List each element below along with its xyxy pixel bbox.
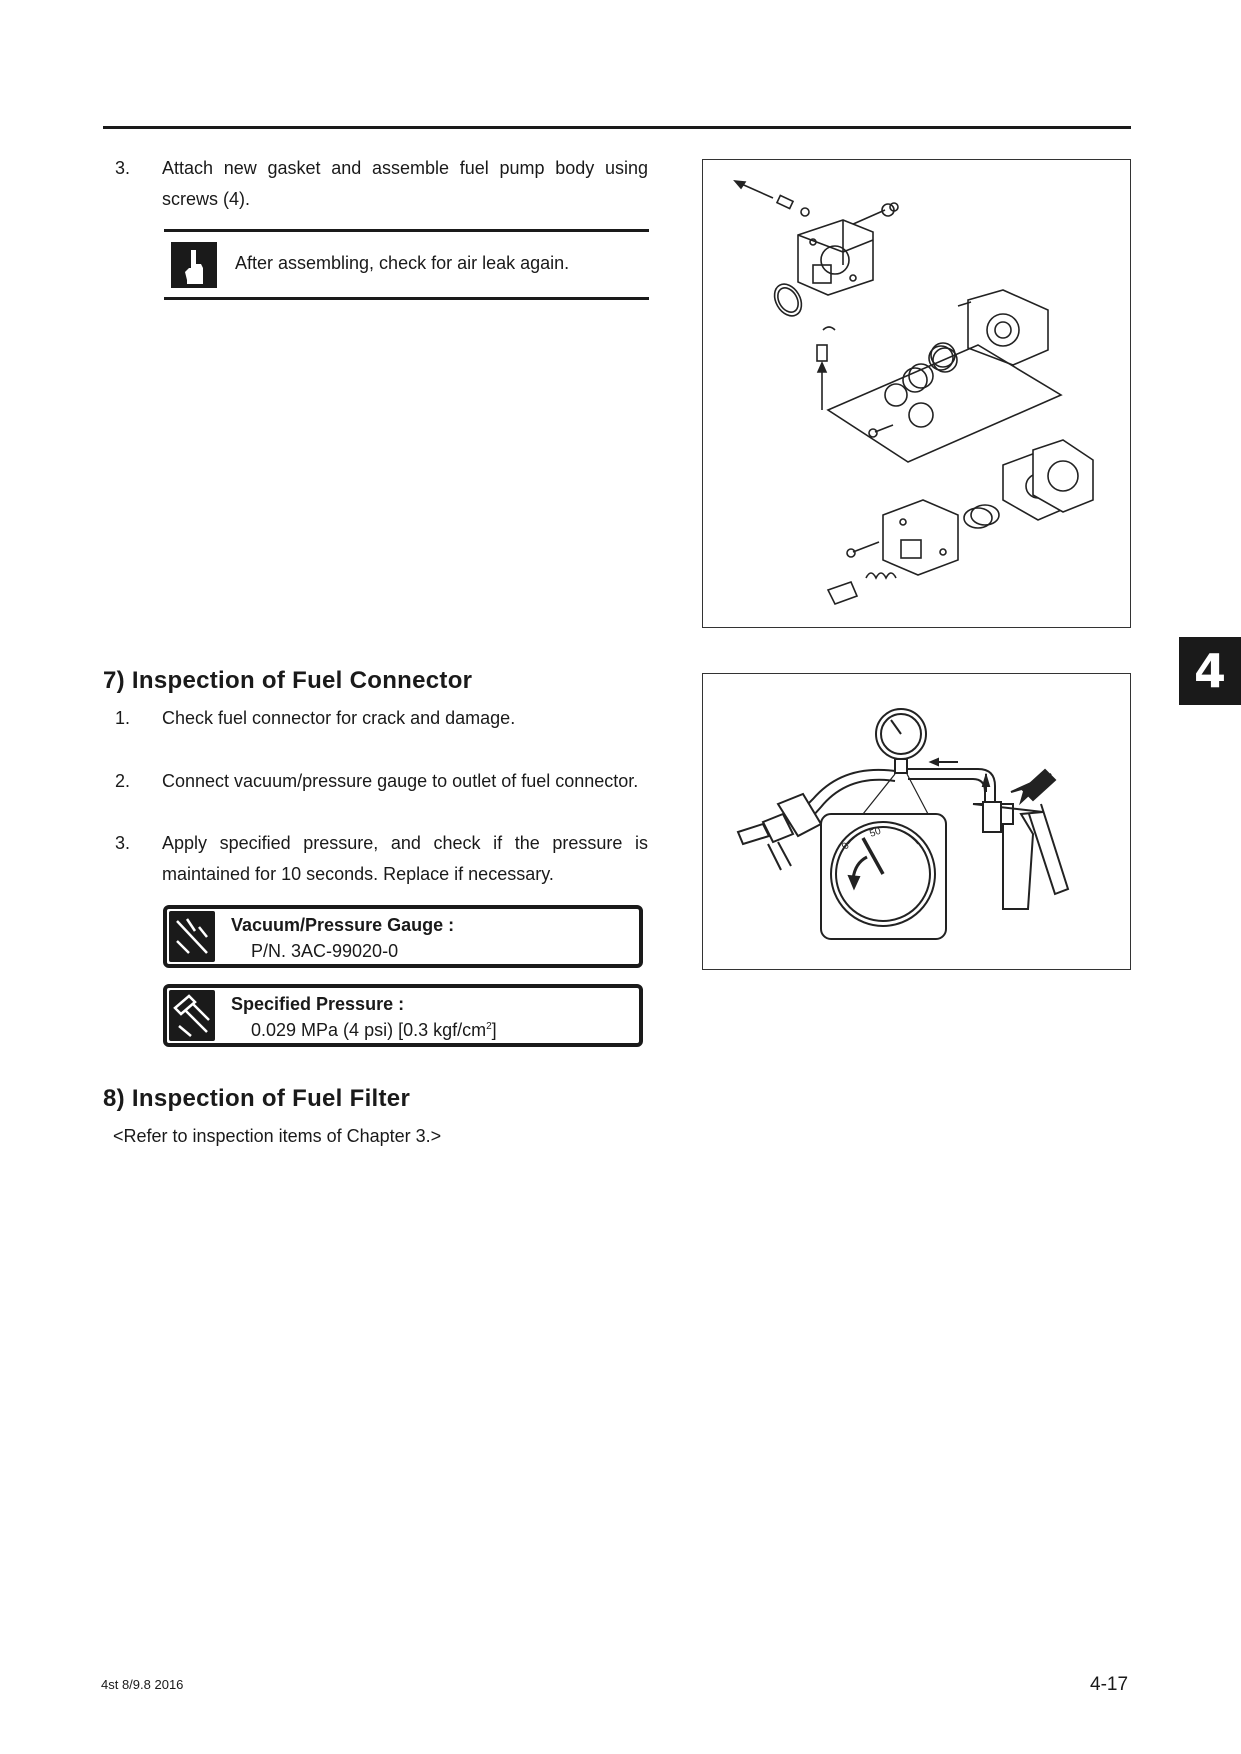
step-text: Attach new gasket and assemble fuel pump body using screws (4). [162, 158, 648, 209]
chapter-tab: 4 [1179, 637, 1241, 705]
step-item [115, 766, 655, 797]
fuel-pump-exploded-figure [702, 159, 1131, 628]
section-text: <Refer to inspection items of Chapter 3.> [113, 1126, 442, 1146]
step-number: 3. [115, 158, 131, 178]
caliper-spec-icon [169, 990, 215, 1041]
page-number: 4-17 [1090, 1674, 1129, 1695]
footer-model: 4st 8/9.8 2016 [101, 1677, 184, 1692]
section-heading: 8) Inspection of Fuel Filter [103, 1085, 411, 1112]
step-text: Check fuel connector for crack and damage. [162, 708, 516, 728]
step-number: 2. [115, 771, 131, 791]
top-rule [103, 126, 1131, 129]
pressure-gauge-figure [702, 673, 1131, 970]
tool-spec-box [163, 905, 643, 968]
tool-value: P/N. 3AC-99020-0 [251, 941, 399, 961]
pressure-title: Specified Pressure : [231, 994, 405, 1014]
dial-label-0: 0 [839, 840, 852, 852]
step-item [115, 828, 655, 890]
pressure-spec-box [163, 984, 643, 1047]
step-text: Apply specified pressure, and check if the pressure is maintained for 10 seconds. Replace if necessary. [162, 833, 648, 884]
note-text: After assembling, check for air leak again. [235, 253, 570, 273]
gauge-tool-icon [169, 911, 215, 962]
section-heading: 7) Inspection of Fuel Connector [103, 667, 473, 694]
step-number: 1. [115, 708, 131, 728]
tool-title: Vacuum/Pressure Gauge : [231, 915, 455, 935]
finger-pointing-icon [171, 242, 217, 288]
dial-label-50: 50 [868, 825, 883, 840]
step-number: 3. [115, 833, 131, 853]
step-text: Connect vacuum/pressure gauge to outlet of fuel connector. [162, 771, 639, 791]
note-box [164, 229, 649, 300]
pressure-value: 0.029 MPa (4 psi) [0.3 kgf/$cm^2$] [251, 1020, 497, 1040]
step-item [115, 153, 655, 215]
step-item [115, 703, 655, 734]
